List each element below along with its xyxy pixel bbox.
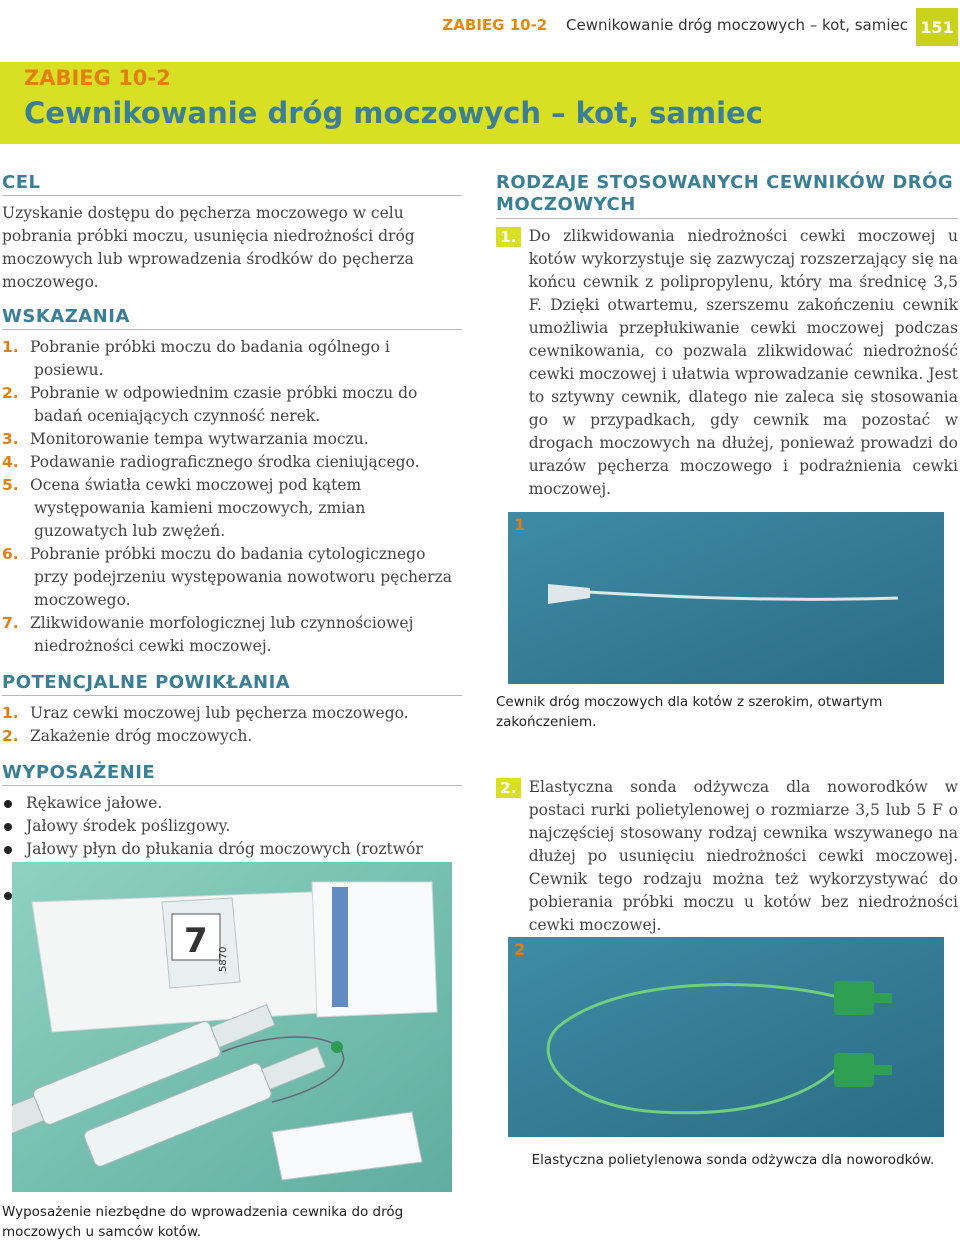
rodzaje-heading: RODZAJE STOSOWANYCH CEWNIKÓW DRÓG MOCZOWYCH (496, 172, 958, 219)
banner-title: Cewnikowanie dróg moczowych – kot, samiec (24, 96, 763, 130)
list-item: Rękawice jałowe. (2, 792, 462, 815)
catheter-photo-1 (508, 512, 944, 684)
equipment-photo (12, 862, 452, 1192)
bullet-icon (4, 823, 12, 831)
bullet-icon (4, 892, 12, 900)
rodzaje-item-2 (496, 776, 958, 937)
running-head-title: Cewnikowanie dróg moczowych – kot, samiec (566, 16, 908, 34)
catheter-photo-2 (508, 937, 944, 1137)
cel-heading: CEL (2, 172, 462, 196)
list-item: 2. Zakażenie dróg moczowych. (2, 727, 253, 745)
powiklania-list (2, 702, 462, 748)
item-number: 2. (496, 778, 521, 798)
list-item: 3. Monitorowanie tempa wytwarzania moczu. (2, 430, 369, 448)
list-item: 6. Pobranie próbki moczu do badania cytologicznego przy podejrzeniu występowania nowotworu pęcherza moczowego. (2, 545, 452, 609)
list-item: 2. Pobranie w odpowiednim czasie próbki moczu do badań oceniających czynność nerek. (2, 384, 418, 425)
running-head (442, 16, 908, 34)
catheter-photo-2-image (508, 937, 944, 1137)
equipment-photo-image (12, 862, 452, 1192)
bullet-icon (4, 800, 12, 808)
photo1-caption: Cewnik dróg moczowych dla kotów z szerokim, otwartym zakończeniem. (496, 694, 883, 730)
photo2-number: 2 (514, 940, 526, 959)
page-number: 151 (916, 8, 958, 46)
list-item: Jałowy płyn do płukania dróg moczowych (roztwór (2, 838, 462, 884)
wskazania-heading: WSKAZANIA (2, 306, 462, 330)
left-column (2, 172, 462, 907)
rodzaje-item-1 (496, 225, 958, 501)
list-item: 1. Uraz cewki moczowej lub pęcherza moczowego. (2, 704, 409, 722)
item-text: Do zlikwidowania niedrożności cewki moczowej u kotów wykorzystuje się zazwyczaj rozszerzający się na końcu cewnik z polipropylenu, który ma średnicę 3,5 F. Dzięki otwartemu, szerszemu zakończeniu cewnik umożliwia przepłukiwanie cewki moczowej podczas cewnikowania, co pozwala zlikwidować niedrożność cewki moczowej i ułatwia wprowadzanie cewnika. Jest to sztywny cewnik, dlatego nie zaleca się stosowania go w przypadkach, gdy cewnik ma pozostać w drogach moczowych na dłużej, ponieważ prowadzi do urazów pęcherza moczowego i podrażnienia cewki moczowej. (528, 227, 958, 498)
item-number: 1. (496, 227, 521, 247)
package-code: 5870 (218, 946, 229, 972)
catheter-photo-1-image (508, 512, 944, 684)
list-item: 4. Podawanie radiograficznego środka cieniującego. (2, 453, 420, 471)
wyposazenie-heading: WYPOSAŻENIE (2, 762, 462, 786)
list-item: 5. Ocena światła cewki moczowej pod kątem występowania kamieni moczowych, zmian guzowatych lub zwężeń. (2, 476, 366, 540)
cel-text: Uzyskanie dostępu do pęcherza moczowego w celu pobrania próbki moczu, usunięcia niedrożności dróg moczowych lub wprowadzenia środków do pęcherza moczowego. (2, 204, 415, 291)
equipment-photo-caption: Wyposażenie niezbędne do wprowadzenia cewnika do dróg moczowych u samców kotów. (2, 1204, 404, 1240)
bullet-icon (4, 846, 12, 854)
item-text: Elastyczna sonda odżywcza dla noworodków w postaci rurki polietylenowej o rozmiarze 3,5 lub 5 F o najczęściej stosowany rodzaj cewnika wszywanego na dłużej po usunięciu niedrożności cewki moczowej. Cewnik tego rodzaju można też wykorzystywać do pobierania próbki moczu u kotów bez niedrożności cewki moczowej. (528, 778, 958, 934)
photo2-caption: Elastyczna polietylenowa sonda odżywcza dla noworodków. (531, 1152, 935, 1168)
package-number: 7 (184, 921, 208, 961)
running-head-code: ZABIEG 10-2 (442, 16, 548, 34)
powiklania-heading: POTENCJALNE POWIKŁANIA (2, 672, 462, 696)
list-item: 7. Zlikwidowanie morfologicznej lub czynnościowej niedrożności cewki moczowej. (2, 614, 414, 655)
wskazania-list (2, 336, 462, 658)
list-item: 1. Pobranie próbki moczu do badania ogólnego i posiewu. (2, 338, 390, 379)
photo1-number: 1 (514, 515, 526, 534)
banner-code: ZABIEG 10-2 (24, 66, 171, 90)
list-item: Jałowy środek poślizgowy. (2, 815, 462, 838)
right-column (496, 172, 958, 501)
